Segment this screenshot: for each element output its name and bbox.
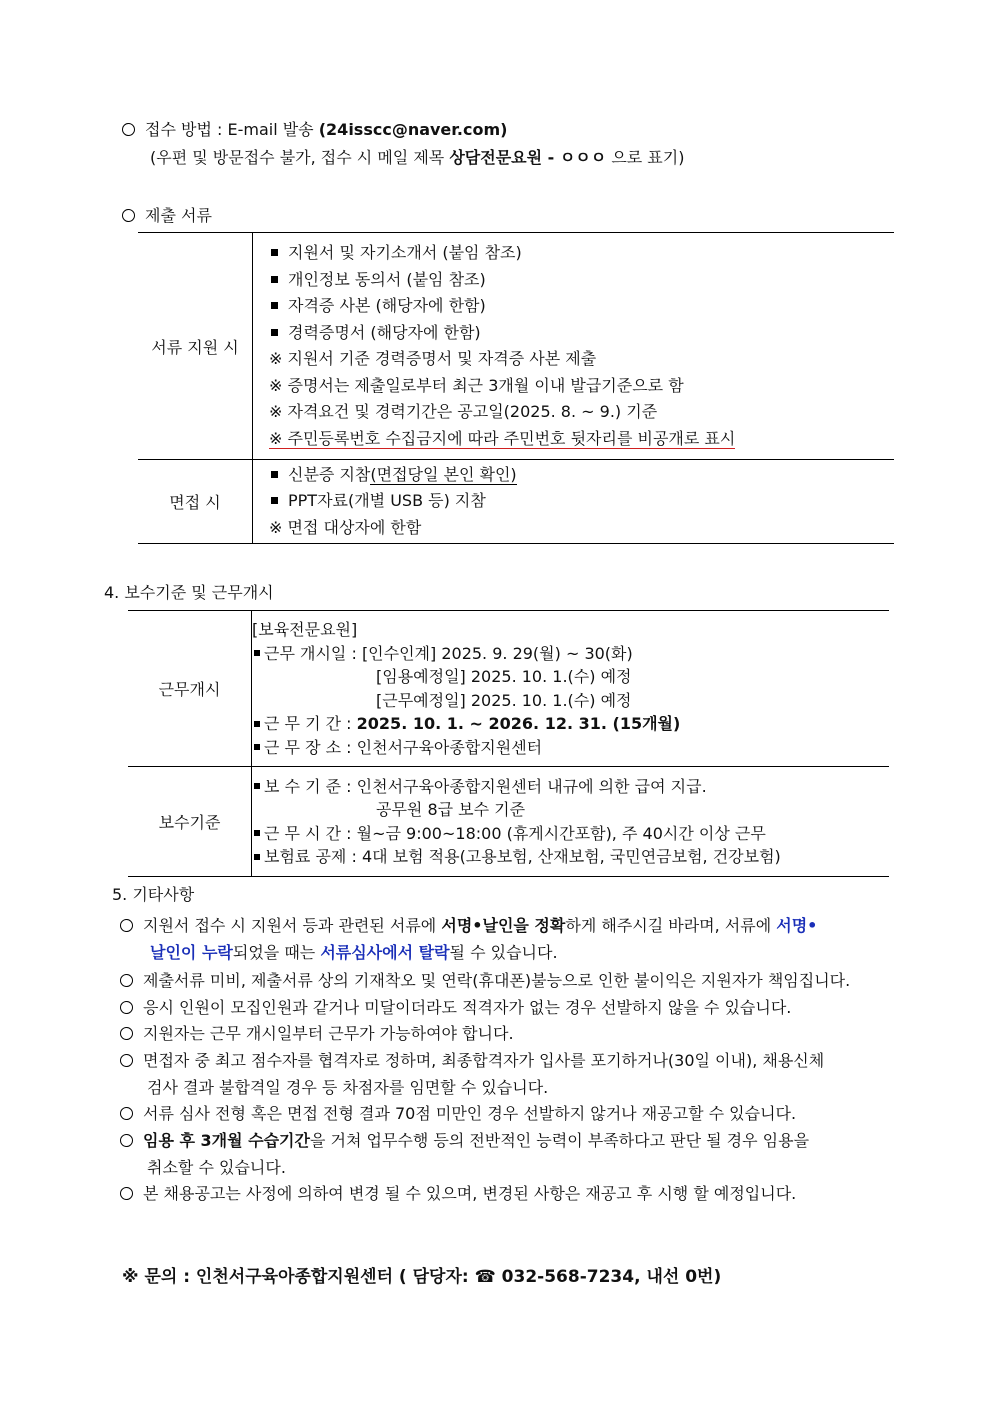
place-label: 근 무 장 소 : bbox=[264, 737, 357, 757]
period-label: 근 무 기 간 : bbox=[264, 714, 357, 733]
contact-line bbox=[122, 1262, 721, 1287]
etc-blue: 날인이 누락 bbox=[150, 943, 233, 962]
documents-heading-text: 제출 서류 bbox=[145, 206, 212, 225]
etc-item-5 bbox=[120, 1048, 900, 1071]
documents-row-application bbox=[138, 233, 894, 460]
doc-item: 경력증명서 (해당자에 한함) bbox=[288, 322, 481, 342]
etc-text: 면접자 중 최고 점수자를 협격자로 정하며, 최종합격자가 입사를 포기하거나(30일 이내), 채용신체 bbox=[143, 1051, 825, 1070]
role-label: [보육전문요원] bbox=[252, 620, 358, 639]
etc-text: 하게 해주시길 바라며, 서류에 bbox=[565, 916, 777, 935]
interview-list bbox=[253, 460, 895, 544]
circle-bullet-icon bbox=[122, 209, 135, 222]
etc-text: 될 수 있습니다. bbox=[449, 943, 558, 962]
documents-list bbox=[253, 233, 895, 460]
square-bullet-icon bbox=[254, 721, 260, 727]
etc-text: 본 채용공고는 사정에 의하여 변경 될 수 있으며, 변경된 사항은 재공고 후 시행 할 예정입니다. bbox=[143, 1184, 797, 1203]
circle-bullet-icon bbox=[122, 123, 135, 136]
doc-item: 자격증 사본 (해당자에 한함) bbox=[288, 296, 486, 315]
contact-phone: 032-568-7234, 내선 0번) bbox=[495, 1267, 722, 1287]
etc-text: 제출서류 미비, 제출서류 상의 기재착오 및 연락(휴대폰)불능으로 인한 불이익은 지원자가 책임집니다. bbox=[143, 971, 851, 990]
etc-bold: 임용 후 3개월 수습기간 bbox=[143, 1131, 310, 1150]
square-bullet-icon bbox=[254, 650, 260, 656]
etc-item-7-cont: 취소할 수 있습니다. bbox=[147, 1158, 286, 1177]
pay-category: 보수기준 bbox=[128, 767, 252, 877]
square-bullet-icon bbox=[271, 329, 278, 336]
etc-bold: 서명•날인을 정확 bbox=[441, 916, 566, 935]
doc-note: ※ 자격요건 및 경력기간은 공고일(2025. 8. ~ 9.) 기준 bbox=[269, 402, 658, 421]
etc-text: 을 거쳐 업무수행 등의 전반적인 능력이 부족하다고 판단 될 경우 임용을 bbox=[309, 1131, 810, 1150]
square-bullet-icon bbox=[271, 302, 278, 309]
work-start-details bbox=[252, 611, 890, 767]
etc-item-6 bbox=[120, 1101, 900, 1124]
work-start-row bbox=[128, 611, 889, 767]
insurance-label: 보험료 공제 : bbox=[264, 847, 362, 866]
start-appointment: [임용예정일] 2025. 10. 1.(수) 예정 bbox=[376, 667, 632, 686]
standard-label: 보 수 기 준 : bbox=[264, 776, 357, 796]
contact-prefix: ※ 문의 : 인천서구육아종합지원센터 ( 담당자: bbox=[122, 1267, 475, 1287]
documents-table bbox=[138, 232, 894, 544]
reception-note-suffix: 으로 표기) bbox=[611, 148, 685, 167]
documents-heading bbox=[122, 203, 212, 226]
doc-item: 개인정보 동의서 (붙임 참조) bbox=[288, 269, 486, 289]
square-bullet-icon bbox=[271, 249, 278, 256]
reception-email: (24isscc@naver.com) bbox=[318, 120, 508, 139]
square-bullet-icon bbox=[254, 744, 260, 750]
circle-bullet-icon bbox=[120, 1001, 133, 1014]
square-bullet-icon bbox=[254, 783, 260, 789]
square-bullet-icon bbox=[271, 497, 278, 504]
start-handover: [인수인계] 2025. 9. 29(월) ~ 30(화) bbox=[361, 643, 633, 663]
etc-item-1-cont bbox=[150, 940, 558, 963]
circle-bullet-icon bbox=[120, 1027, 133, 1040]
pay-details bbox=[252, 767, 890, 877]
etc-blue: 서명• bbox=[776, 916, 818, 935]
etc-item-3 bbox=[120, 995, 900, 1018]
documents-category: 서류 지원 시 bbox=[138, 233, 253, 460]
documents-row-interview bbox=[138, 460, 894, 544]
reception-line bbox=[122, 117, 507, 140]
interview-item: PPT자료(개별 USB 등) 지참 bbox=[288, 491, 486, 511]
etc-item-8 bbox=[120, 1181, 900, 1204]
etc-item-2 bbox=[120, 968, 900, 991]
reception-note-prefix: (우편 및 방문접수 불가, 접수 시 메일 제목 bbox=[150, 148, 445, 167]
etc-item-7 bbox=[120, 1128, 900, 1151]
square-bullet-icon bbox=[254, 854, 260, 860]
insurance-value: 4대 보험 적용(고용보험, 산재보험, 국민연금보험, 건강보험) bbox=[361, 847, 781, 866]
pay-row bbox=[128, 767, 889, 877]
phone-icon: ☎ bbox=[474, 1267, 496, 1287]
pay-work-table bbox=[128, 610, 889, 877]
etc-item-5-cont: 검사 결과 불합격일 경우 등 차점자를 임면할 수 있습니다. bbox=[147, 1078, 549, 1097]
etc-text: 되었을 때는 bbox=[232, 943, 321, 962]
etc-text: 지원자는 근무 개시일부터 근무가 가능하여야 합니다. bbox=[143, 1024, 514, 1043]
reception-note bbox=[150, 145, 684, 168]
interview-item-underlined: (면접당일 본인 확인) bbox=[370, 464, 517, 484]
circle-bullet-icon bbox=[120, 1107, 133, 1120]
standard-value: 인천서구육아종합지원센터 내규에 의한 급여 지급. bbox=[356, 776, 707, 796]
square-bullet-icon bbox=[271, 471, 278, 478]
interview-note: ※ 면접 대상자에 한함 bbox=[269, 517, 422, 537]
place-value: 인천서구육아종합지원센터 bbox=[356, 737, 543, 757]
start-label: 근무 개시일 : bbox=[264, 643, 362, 663]
doc-note: ※ 증명서는 제출일로부터 최근 3개월 이내 발급기준으로 함 bbox=[269, 375, 684, 395]
etc-text: 응시 인원이 모집인원과 같거나 미달이더라도 적격자가 없는 경우 선발하지 않을 수 있습니다. bbox=[143, 998, 792, 1017]
standard-value-2: 공무원 8급 보수 기준 bbox=[376, 800, 526, 819]
reception-note-subject: 상담전문요원 - ㅇㅇㅇ bbox=[449, 148, 607, 167]
square-bullet-icon bbox=[271, 276, 278, 283]
hours-label: 근 무 시 간 : bbox=[264, 823, 357, 843]
etc-item-4 bbox=[120, 1021, 900, 1044]
doc-item: 지원서 및 자기소개서 (붙임 참조) bbox=[288, 243, 522, 262]
circle-bullet-icon bbox=[120, 1187, 133, 1200]
circle-bullet-icon bbox=[120, 1054, 133, 1067]
circle-bullet-icon bbox=[120, 974, 133, 987]
circle-bullet-icon bbox=[120, 1134, 133, 1147]
interview-item: 신분증 지참 bbox=[288, 464, 371, 484]
section4-heading: 4. 보수기준 및 근무개시 bbox=[104, 583, 274, 602]
reception-label: 접수 방법 : E-mail 발송 bbox=[145, 120, 314, 139]
etc-blue: 서류심사에서 탈락 bbox=[320, 943, 450, 962]
period-value: 2025. 10. 1. ~ 2026. 12. 31. (15개월) bbox=[356, 714, 681, 733]
etc-text: 서류 심사 전형 혹은 면접 전형 결과 70점 미만인 경우 선발하지 않거나 재공고할 수 있습니다. bbox=[143, 1104, 797, 1123]
square-bullet-icon bbox=[254, 830, 260, 836]
doc-note-red-underlined: ※ 주민등록번호 수집금지에 따라 주민번호 뒷자리를 비공개로 표시 bbox=[269, 428, 736, 448]
etc-item-1 bbox=[120, 913, 900, 936]
section5-heading: 5. 기타사항 bbox=[112, 885, 195, 904]
documents-category: 면접 시 bbox=[138, 460, 253, 544]
etc-text: 지원서 접수 시 지원서 등과 관련된 서류에 bbox=[143, 916, 442, 935]
hours-value: 월~금 9:00~18:00 (휴게시간포함), 주 40시간 이상 근무 bbox=[356, 823, 766, 843]
doc-note: ※ 지원서 기준 경력증명서 및 자격증 사본 제출 bbox=[269, 349, 597, 368]
circle-bullet-icon bbox=[120, 919, 133, 932]
work-start-category: 근무개시 bbox=[128, 611, 252, 767]
start-work: [근무예정일] 2025. 10. 1.(수) 예정 bbox=[376, 690, 632, 710]
